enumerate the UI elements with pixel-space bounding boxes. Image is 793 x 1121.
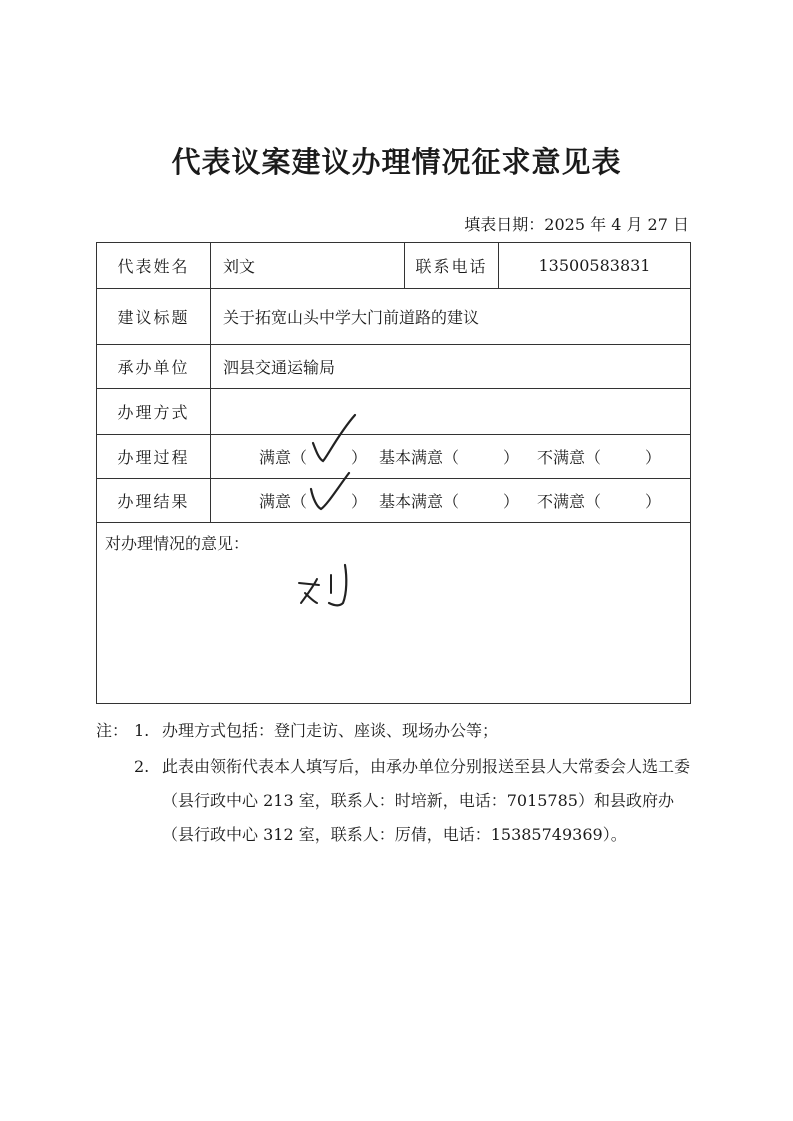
paren-close: ）	[645, 492, 662, 511]
phone-label: 联系电话	[405, 243, 499, 288]
handling-unit-label: 承办单位	[97, 345, 211, 388]
result-option-basic	[379, 479, 519, 522]
row-proposal-title	[97, 289, 690, 345]
note-text: 此表由领衔代表本人填写后，由承办单位分别报送至县人大常委会人选工委（县行政中心 213 室，联系人：时培新，电话：7015785）和县政府办（县行政中心 312 室，联系人：厉倩，电话：15385749369）。	[162, 757, 691, 844]
proposal-title-value: 关于拓宽山头中学大门前道路的建议	[223, 308, 480, 327]
row-representative	[97, 243, 690, 289]
row-process	[97, 435, 690, 479]
representative-label: 代表姓名	[97, 243, 211, 288]
signature-icon	[295, 561, 357, 613]
paren-close: ）	[645, 448, 662, 467]
page-title: 代表议案建议办理情况征求意见表	[171, 145, 622, 179]
paren-close: ）	[351, 448, 368, 467]
handling-method-label: 办理方式	[97, 389, 211, 434]
process-option-unsatisfied	[537, 435, 661, 478]
result-label: 办理结果	[97, 479, 211, 522]
option-label: 基本满意（	[379, 448, 460, 467]
representative-name: 刘文	[211, 243, 405, 288]
result-option-unsatisfied	[537, 479, 661, 522]
option-label: 满意（	[259, 448, 308, 467]
process-check-mark-icon	[311, 413, 361, 469]
note-text: 办理方式包括：登门走访、座谈、现场办公等；	[162, 721, 499, 740]
proposal-title-label: 建议标题	[97, 289, 211, 344]
process-label: 办理过程	[97, 435, 211, 478]
notes	[96, 714, 716, 852]
option-label: 基本满意（	[379, 492, 460, 511]
note-item	[96, 714, 716, 748]
paren-close: ）	[503, 492, 520, 511]
handling-unit-value: 泗县交通运输局	[223, 358, 336, 377]
row-handling-method	[97, 389, 690, 435]
note-item	[96, 750, 716, 852]
feedback-form	[96, 242, 691, 704]
note-number: 2.	[134, 757, 150, 776]
fill-date: 填表日期：2025 年 4 月 27 日	[464, 215, 689, 234]
result-check-mark-icon	[309, 471, 355, 515]
handling-method-value	[211, 389, 690, 434]
note-number: 1.	[134, 721, 150, 740]
paren-close: ）	[503, 448, 520, 467]
notes-lead: 注：	[96, 721, 129, 740]
signature	[295, 561, 357, 613]
phone-value: 13500583831	[538, 256, 651, 275]
process-option-basic	[379, 435, 519, 478]
option-label: 满意（	[259, 492, 308, 511]
row-handling-unit	[97, 345, 690, 389]
opinion-label: 对办理情况的意见：	[105, 534, 250, 553]
option-label: 不满意（	[537, 492, 602, 511]
option-label: 不满意（	[537, 448, 602, 467]
paren-close: ）	[351, 492, 368, 511]
row-result	[97, 479, 690, 523]
